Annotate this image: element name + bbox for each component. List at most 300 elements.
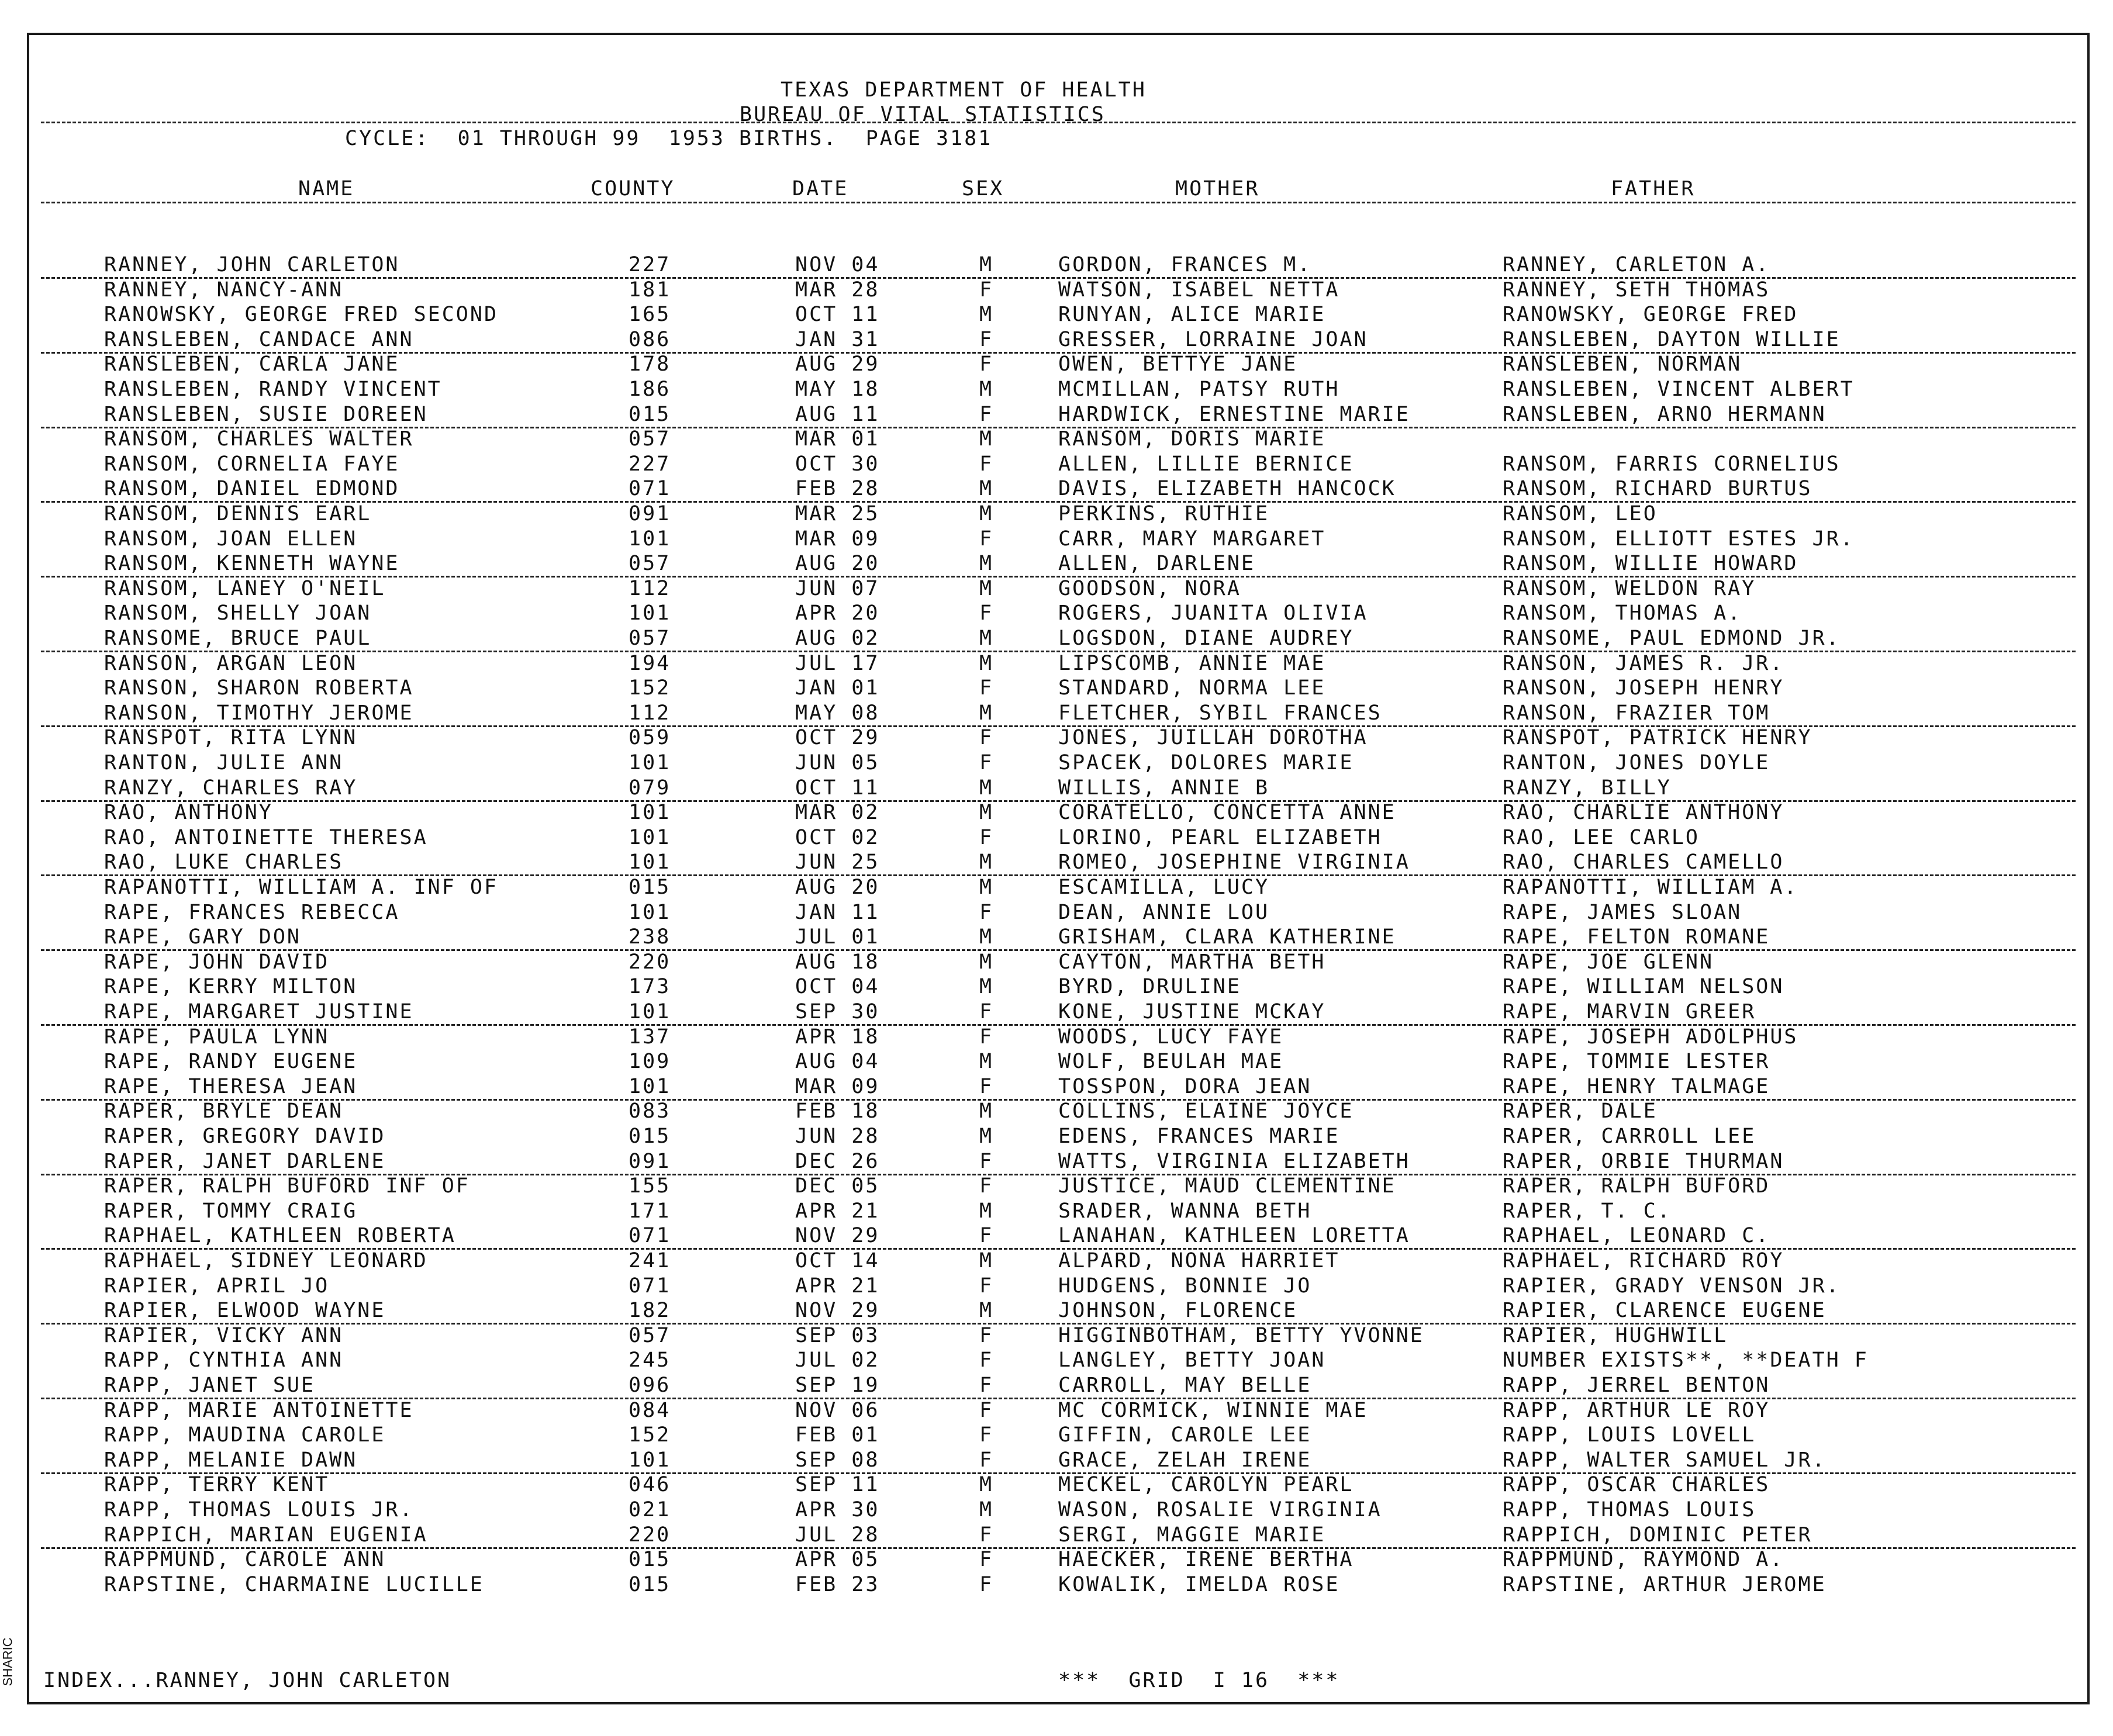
table-row — [0, 1174, 2113, 1198]
mother-cell: ESCAMILLA, LUCY — [1058, 876, 1270, 899]
date-cell: APR 05 — [795, 1548, 880, 1572]
sex-cell: M — [979, 253, 994, 276]
divider — [41, 202, 2076, 203]
mother-cell: MCMILLAN, PATSY RUTH — [1058, 378, 1340, 401]
mother-cell: GRESSER, LORRAINE JOAN — [1058, 327, 1368, 351]
sex-cell: F — [979, 676, 994, 700]
county-cell: 178 — [629, 352, 671, 376]
sex-cell: F — [979, 452, 994, 476]
county-cell: 015 — [629, 402, 671, 426]
table-row — [0, 1398, 2113, 1423]
side-label-text: SHARIC — [0, 1637, 15, 1686]
county-cell: 227 — [629, 452, 671, 476]
father-cell: RANSPOT, PATRICK HENRY — [1503, 726, 1812, 750]
date-cell: DEC 05 — [795, 1174, 880, 1198]
date-cell: NOV 04 — [795, 253, 880, 276]
father-cell: RAPE, JOSEPH ADOLPHUS — [1503, 1025, 1798, 1049]
sex-cell: F — [979, 1374, 994, 1397]
date-cell: JUL 02 — [795, 1348, 880, 1372]
name-cell: RANSOM, JOAN ELLEN — [104, 527, 358, 551]
sex-cell: F — [979, 1174, 994, 1198]
mother-cell: PERKINS, RUTHIE — [1058, 502, 1270, 525]
county-cell: 057 — [629, 427, 671, 451]
table-row — [0, 776, 2113, 800]
date-cell: AUG 02 — [795, 627, 880, 650]
father-cell: RANSOME, PAUL EDMOND JR. — [1503, 627, 1841, 650]
table-row — [0, 601, 2113, 625]
name-cell: RAPE, GARY DON — [104, 925, 302, 949]
county-cell: 152 — [629, 676, 671, 700]
sex-cell: M — [979, 1498, 994, 1521]
father-cell: RANZY, BILLY — [1503, 776, 1672, 800]
name-cell: RANSOM, LANEY O'NEIL — [104, 576, 386, 600]
name-cell: RANSOM, SHELLY JOAN — [104, 601, 372, 625]
table-row — [0, 1298, 2113, 1323]
name-cell: RANSOM, DANIEL EDMOND — [104, 477, 400, 501]
mother-cell: MC CORMICK, WINNIE MAE — [1058, 1398, 1368, 1422]
name-cell: RAPE, THERESA JEAN — [104, 1074, 358, 1098]
sex-cell: F — [979, 726, 994, 750]
sex-cell: F — [979, 1548, 994, 1572]
date-cell: SEP 30 — [795, 1000, 880, 1023]
name-cell: RAPP, MAUDINA CAROLE — [104, 1423, 386, 1447]
mother-cell: CARROLL, MAY BELLE — [1058, 1374, 1312, 1397]
table-row — [0, 1523, 2113, 1547]
name-cell: RANTON, JULIE ANN — [104, 751, 344, 774]
mother-cell: GRACE, ZELAH IRENE — [1058, 1448, 1312, 1472]
county-cell: 057 — [629, 1323, 671, 1347]
mother-cell: EDENS, FRANCES MARIE — [1058, 1125, 1340, 1148]
date-cell: MAY 08 — [795, 701, 880, 725]
mother-cell: HARDWICK, ERNESTINE MARIE — [1058, 402, 1410, 426]
father-cell: RANSLEBEN, ARNO HERMANN — [1503, 402, 1827, 426]
father-cell: RAPHAEL, LEONARD C. — [1503, 1224, 1770, 1248]
county-cell: 171 — [629, 1199, 671, 1223]
table-row — [0, 1249, 2113, 1273]
date-cell: NOV 06 — [795, 1398, 880, 1422]
mother-cell: HUDGENS, BONNIE JO — [1058, 1274, 1312, 1298]
sex-cell: F — [979, 1348, 994, 1372]
date-cell: AUG 18 — [795, 950, 880, 974]
father-cell: RAPP, JERREL BENTON — [1503, 1374, 1770, 1397]
sex-cell: M — [979, 1199, 994, 1223]
date-cell: JUN 28 — [795, 1125, 880, 1148]
sex-cell: F — [979, 1025, 994, 1049]
table-row — [0, 1000, 2113, 1024]
sex-cell: M — [979, 850, 994, 874]
mother-cell: KONE, JUSTINE MCKAY — [1058, 1000, 1326, 1023]
column-header-date: DATE — [792, 177, 849, 200]
grid-footer: *** GRID I 16 *** — [1058, 1669, 1340, 1692]
sex-cell: F — [979, 601, 994, 625]
father-cell: RAPER, CARROLL LEE — [1503, 1125, 1756, 1148]
mother-cell: SRADER, WANNA BETH — [1058, 1199, 1312, 1223]
mother-cell: JOHNSON, FLORENCE — [1058, 1299, 1298, 1323]
sex-cell: M — [979, 950, 994, 974]
father-cell: RAO, LEE CARLO — [1503, 825, 1700, 849]
table-row — [0, 427, 2113, 451]
sex-cell: M — [979, 975, 994, 999]
father-cell: RANSON, FRAZIER TOM — [1503, 701, 1770, 725]
county-cell: 101 — [629, 825, 671, 849]
county-cell: 059 — [629, 726, 671, 750]
table-row — [0, 1274, 2113, 1298]
mother-cell: RUNYAN, ALICE MARIE — [1058, 303, 1326, 327]
mother-cell: HAECKER, IRENE BERTHA — [1058, 1548, 1354, 1572]
date-cell: JUN 07 — [795, 576, 880, 600]
mother-cell: HIGGINBOTHAM, BETTY YVONNE — [1058, 1323, 1424, 1347]
name-cell: RAPER, BRYLE DEAN — [104, 1099, 344, 1123]
date-cell: MAR 02 — [795, 801, 880, 825]
sex-cell: M — [979, 427, 994, 451]
name-cell: RAPE, KERRY MILTON — [104, 975, 358, 999]
father-cell: RAPP, ARTHUR LE ROY — [1503, 1398, 1770, 1422]
county-cell: 101 — [629, 751, 671, 774]
name-cell: RAO, ANTOINETTE THERESA — [104, 825, 428, 849]
mother-cell: LANAHAN, KATHLEEN LORETTA — [1058, 1224, 1410, 1248]
name-cell: RANSON, TIMOTHY JEROME — [104, 701, 414, 725]
mother-cell: WATTS, VIRGINIA ELIZABETH — [1058, 1149, 1410, 1173]
sex-cell: M — [979, 552, 994, 576]
county-cell: 165 — [629, 303, 671, 327]
father-cell: RAPP, LOUIS LOVELL — [1503, 1423, 1756, 1447]
father-cell: RANSOM, ELLIOTT ESTES JR. — [1503, 527, 1855, 551]
table-row — [0, 278, 2113, 302]
county-cell: 015 — [629, 1548, 671, 1572]
name-cell: RAPER, TOMMY CRAIG — [104, 1199, 358, 1223]
mother-cell: ROMEO, JOSEPHINE VIRGINIA — [1058, 850, 1410, 874]
county-cell: 091 — [629, 502, 671, 525]
father-cell: RAPIER, HUGHWILL — [1503, 1323, 1728, 1347]
county-cell: 079 — [629, 776, 671, 800]
county-cell: 101 — [629, 1448, 671, 1472]
father-cell: RANOWSKY, GEORGE FRED — [1503, 303, 1798, 327]
father-cell: RAPP, OSCAR CHARLES — [1503, 1473, 1770, 1497]
county-cell: 241 — [629, 1249, 671, 1272]
date-cell: SEP 19 — [795, 1374, 880, 1397]
date-cell: JAN 01 — [795, 676, 880, 700]
table-row — [0, 1074, 2113, 1099]
county-cell: 245 — [629, 1348, 671, 1372]
name-cell: RAPHAEL, SIDNEY LEONARD — [104, 1249, 428, 1272]
table-row — [0, 1472, 2113, 1497]
father-cell: NUMBER EXISTS**, **DEATH F — [1503, 1348, 1869, 1372]
name-cell: RANSOME, BRUCE PAUL — [104, 627, 372, 650]
father-cell: RAPP, WALTER SAMUEL JR. — [1503, 1448, 1827, 1472]
table-row — [0, 1498, 2113, 1522]
name-cell: RAPER, JANET DARLENE — [104, 1149, 386, 1173]
table-row — [0, 1223, 2113, 1248]
father-cell: RAPANOTTI, WILLIAM A. — [1503, 876, 1798, 899]
date-cell: APR 21 — [795, 1199, 880, 1223]
sex-cell: F — [979, 1398, 994, 1422]
name-cell: RAPPICH, MARIAN EUGENIA — [104, 1523, 428, 1547]
father-cell: RANSOM, FARRIS CORNELIUS — [1503, 452, 1841, 476]
table-row — [0, 1025, 2113, 1049]
sex-cell: F — [979, 527, 994, 551]
name-cell: RANSLEBEN, RANDY VINCENT — [104, 378, 442, 401]
mother-cell: GOODSON, NORA — [1058, 576, 1241, 600]
sex-cell: M — [979, 1473, 994, 1497]
sex-cell: M — [979, 303, 994, 327]
mother-cell: LORINO, PEARL ELIZABETH — [1058, 825, 1382, 849]
table-row — [0, 1099, 2113, 1123]
mother-cell: TOSSPON, DORA JEAN — [1058, 1074, 1312, 1098]
county-cell: 101 — [629, 601, 671, 625]
table-row — [0, 576, 2113, 601]
date-cell: AUG 20 — [795, 552, 880, 576]
mother-cell: ALLEN, DARLENE — [1058, 552, 1256, 576]
table-row — [0, 800, 2113, 825]
sex-cell: F — [979, 352, 994, 376]
county-cell: 096 — [629, 1374, 671, 1397]
county-cell: 071 — [629, 477, 671, 501]
date-cell: JAN 11 — [795, 900, 880, 924]
name-cell: RAPE, FRANCES REBECCA — [104, 900, 400, 924]
table-row — [0, 900, 2113, 925]
father-cell: RAPIER, CLARENCE EUGENE — [1503, 1299, 1827, 1323]
county-cell: 220 — [629, 950, 671, 974]
mother-cell: DEAN, ANNIE LOU — [1058, 900, 1270, 924]
sex-cell: M — [979, 1249, 994, 1272]
sex-cell: F — [979, 278, 994, 302]
date-cell: MAR 25 — [795, 502, 880, 525]
sex-cell: M — [979, 627, 994, 650]
table-row — [0, 1572, 2113, 1597]
name-cell: RAPANOTTI, WILLIAM A. INF OF — [104, 876, 499, 899]
county-cell: 071 — [629, 1224, 671, 1248]
father-cell: RANSON, JAMES R. JR. — [1503, 651, 1784, 675]
date-cell: SEP 11 — [795, 1473, 880, 1497]
mother-cell: WASON, ROSALIE VIRGINIA — [1058, 1498, 1382, 1521]
mother-cell: FLETCHER, SYBIL FRANCES — [1058, 701, 1382, 725]
father-cell: RAPPMUND, RAYMOND A. — [1503, 1548, 1784, 1572]
father-cell: RAPE, JOE GLENN — [1503, 950, 1714, 974]
report-title: TEXAS DEPARTMENT OF HEALTH — [781, 78, 1147, 102]
table-row — [0, 1124, 2113, 1149]
date-cell: MAR 01 — [795, 427, 880, 451]
date-cell: APR 18 — [795, 1025, 880, 1049]
name-cell: RAPP, MELANIE DAWN — [104, 1448, 358, 1472]
sex-cell: F — [979, 402, 994, 426]
table-row — [0, 377, 2113, 402]
table-row — [0, 1373, 2113, 1398]
date-cell: MAR 09 — [795, 1074, 880, 1098]
name-cell: RAPP, MARIE ANTOINETTE — [104, 1398, 414, 1422]
mother-cell: GRISHAM, CLARA KATHERINE — [1058, 925, 1396, 949]
table-row — [0, 974, 2113, 999]
table-row — [0, 701, 2113, 725]
sex-cell: F — [979, 1074, 994, 1098]
name-cell: RAPHAEL, KATHLEEN ROBERTA — [104, 1224, 456, 1248]
sex-cell: F — [979, 900, 994, 924]
date-cell: JUN 05 — [795, 751, 880, 774]
sex-cell: M — [979, 651, 994, 675]
county-cell: 182 — [629, 1299, 671, 1323]
name-cell: RAPP, TERRY KENT — [104, 1473, 330, 1497]
sex-cell: M — [979, 801, 994, 825]
mother-cell: OWEN, BETTYE JANE — [1058, 352, 1298, 376]
date-cell: SEP 08 — [795, 1448, 880, 1472]
mother-cell: RANSOM, DORIS MARIE — [1058, 427, 1326, 451]
father-cell: RAO, CHARLES CAMELLO — [1503, 850, 1784, 874]
father-cell: RANSLEBEN, VINCENT ALBERT — [1503, 378, 1855, 401]
county-cell: 057 — [629, 552, 671, 576]
date-cell: DEC 26 — [795, 1149, 880, 1173]
table-row — [0, 925, 2113, 949]
table-row — [0, 651, 2113, 676]
sex-cell: M — [979, 925, 994, 949]
father-cell: RAPER, T. C. — [1503, 1199, 1672, 1223]
table-row — [0, 1423, 2113, 1447]
father-cell: RANSOM, WILLIE HOWARD — [1503, 552, 1798, 576]
date-cell: FEB 23 — [795, 1572, 880, 1596]
table-row — [0, 875, 2113, 900]
county-cell: 194 — [629, 651, 671, 675]
date-cell: FEB 18 — [795, 1099, 880, 1123]
date-cell: FEB 01 — [795, 1423, 880, 1447]
name-cell: RANSOM, CORNELIA FAYE — [104, 452, 400, 476]
name-cell: RANSLEBEN, CANDACE ANN — [104, 327, 414, 351]
date-cell: MAR 09 — [795, 527, 880, 551]
name-cell: RANZY, CHARLES RAY — [104, 776, 358, 800]
name-cell: RAPP, THOMAS LOUIS JR. — [104, 1498, 414, 1521]
county-cell: 101 — [629, 801, 671, 825]
table-row — [0, 1199, 2113, 1223]
table-row — [0, 527, 2113, 551]
table-row — [0, 626, 2113, 651]
column-header-mother: MOTHER — [1175, 177, 1260, 200]
name-cell: RAPP, JANET SUE — [104, 1374, 316, 1397]
name-cell: RAPE, JOHN DAVID — [104, 950, 330, 974]
sex-cell: M — [979, 378, 994, 401]
sex-cell: F — [979, 1572, 994, 1596]
date-cell: MAR 28 — [795, 278, 880, 302]
father-cell: RAPER, ORBIE THURMAN — [1503, 1149, 1784, 1173]
name-cell: RAPER, RALPH BUFORD INF OF — [104, 1174, 470, 1198]
county-cell: 101 — [629, 527, 671, 551]
mother-cell: GIFFIN, CAROLE LEE — [1058, 1423, 1312, 1447]
date-cell: OCT 02 — [795, 825, 880, 849]
sex-cell: M — [979, 477, 994, 501]
name-cell: RAPE, PAULA LYNN — [104, 1025, 330, 1049]
father-cell: RAPE, HENRY TALMAGE — [1503, 1074, 1770, 1098]
sex-cell: F — [979, 1323, 994, 1347]
father-cell: RAPPICH, DOMINIC PETER — [1503, 1523, 1812, 1547]
sex-cell: F — [979, 751, 994, 774]
name-cell: RANSON, ARGAN LEON — [104, 651, 358, 675]
table-row — [0, 302, 2113, 327]
sex-cell: F — [979, 1000, 994, 1023]
date-cell: AUG 20 — [795, 876, 880, 899]
father-cell: RAPHAEL, RICHARD ROY — [1503, 1249, 1784, 1272]
mother-cell: ROGERS, JUANITA OLIVIA — [1058, 601, 1368, 625]
father-cell: RANSOM, LEO — [1503, 502, 1658, 525]
table-row — [0, 452, 2113, 476]
date-cell: NOV 29 — [795, 1299, 880, 1323]
sex-cell: M — [979, 876, 994, 899]
table-row — [0, 676, 2113, 700]
mother-cell: WOODS, LUCY FAYE — [1058, 1025, 1284, 1049]
name-cell: RAPE, MARGARET JUSTINE — [104, 1000, 414, 1023]
name-cell: RANOWSKY, GEORGE FRED SECOND — [104, 303, 499, 327]
county-cell: 083 — [629, 1099, 671, 1123]
county-cell: 137 — [629, 1025, 671, 1049]
date-cell: MAY 18 — [795, 378, 880, 401]
table-row — [0, 850, 2113, 874]
mother-cell: DAVIS, ELIZABETH HANCOCK — [1058, 477, 1396, 501]
county-cell: 112 — [629, 576, 671, 600]
father-cell: RANNEY, SETH THOMAS — [1503, 278, 1770, 302]
sex-cell: M — [979, 1299, 994, 1323]
mother-cell: GORDON, FRANCES M. — [1058, 253, 1312, 276]
date-cell: SEP 03 — [795, 1323, 880, 1347]
mother-cell: JONES, JUILLAH DOROTHA — [1058, 726, 1368, 750]
mother-cell: BYRD, DRULINE — [1058, 975, 1241, 999]
date-cell: OCT 30 — [795, 452, 880, 476]
name-cell: RANSON, SHARON ROBERTA — [104, 676, 414, 700]
date-cell: JAN 31 — [795, 327, 880, 351]
county-cell: 186 — [629, 378, 671, 401]
county-cell: 181 — [629, 278, 671, 302]
name-cell: RAPP, CYNTHIA ANN — [104, 1348, 344, 1372]
date-cell: NOV 29 — [795, 1224, 880, 1248]
mother-cell: WATSON, ISABEL NETTA — [1058, 278, 1340, 302]
name-cell: RAPER, GREGORY DAVID — [104, 1125, 386, 1148]
table-row — [0, 950, 2113, 974]
mother-cell: COLLINS, ELAINE JOYCE — [1058, 1099, 1354, 1123]
mother-cell: WILLIS, ANNIE B — [1058, 776, 1270, 800]
sex-cell: M — [979, 1125, 994, 1148]
date-cell: JUL 28 — [795, 1523, 880, 1547]
father-cell: RANSLEBEN, DAYTON WILLIE — [1503, 327, 1841, 351]
county-cell: 086 — [629, 327, 671, 351]
sex-cell: M — [979, 576, 994, 600]
name-cell: RAO, ANTHONY — [104, 801, 273, 825]
mother-cell: STANDARD, NORMA LEE — [1058, 676, 1326, 700]
date-cell: OCT 11 — [795, 776, 880, 800]
table-row — [0, 253, 2113, 277]
county-cell: 021 — [629, 1498, 671, 1521]
county-cell: 112 — [629, 701, 671, 725]
sex-cell: F — [979, 825, 994, 849]
county-cell: 227 — [629, 253, 671, 276]
county-cell: 101 — [629, 850, 671, 874]
name-cell: RAPIER, ELWOOD WAYNE — [104, 1299, 386, 1323]
table-row — [0, 1323, 2113, 1348]
county-cell: 015 — [629, 1572, 671, 1596]
table-row — [0, 402, 2113, 427]
name-cell: RANNEY, NANCY-ANN — [104, 278, 344, 302]
sex-cell: F — [979, 1274, 994, 1298]
sex-cell: M — [979, 502, 994, 525]
father-cell: RAPE, FELTON ROMANE — [1503, 925, 1770, 949]
county-cell: 109 — [629, 1050, 671, 1074]
column-header-sex: SEX — [962, 177, 1004, 200]
sex-cell: F — [979, 1448, 994, 1472]
table-row — [0, 502, 2113, 526]
name-cell: RANSOM, DENNIS EARL — [104, 502, 372, 525]
mother-cell: ALPARD, NONA HARRIET — [1058, 1249, 1340, 1272]
name-cell: RAPE, RANDY EUGENE — [104, 1050, 358, 1074]
county-cell: 155 — [629, 1174, 671, 1198]
date-cell: OCT 29 — [795, 726, 880, 750]
date-cell: AUG 11 — [795, 402, 880, 426]
county-cell: 057 — [629, 627, 671, 650]
sex-cell: M — [979, 701, 994, 725]
mother-cell: ALLEN, LILLIE BERNICE — [1058, 452, 1354, 476]
mother-cell: MECKEL, CAROLYN PEARL — [1058, 1473, 1354, 1497]
